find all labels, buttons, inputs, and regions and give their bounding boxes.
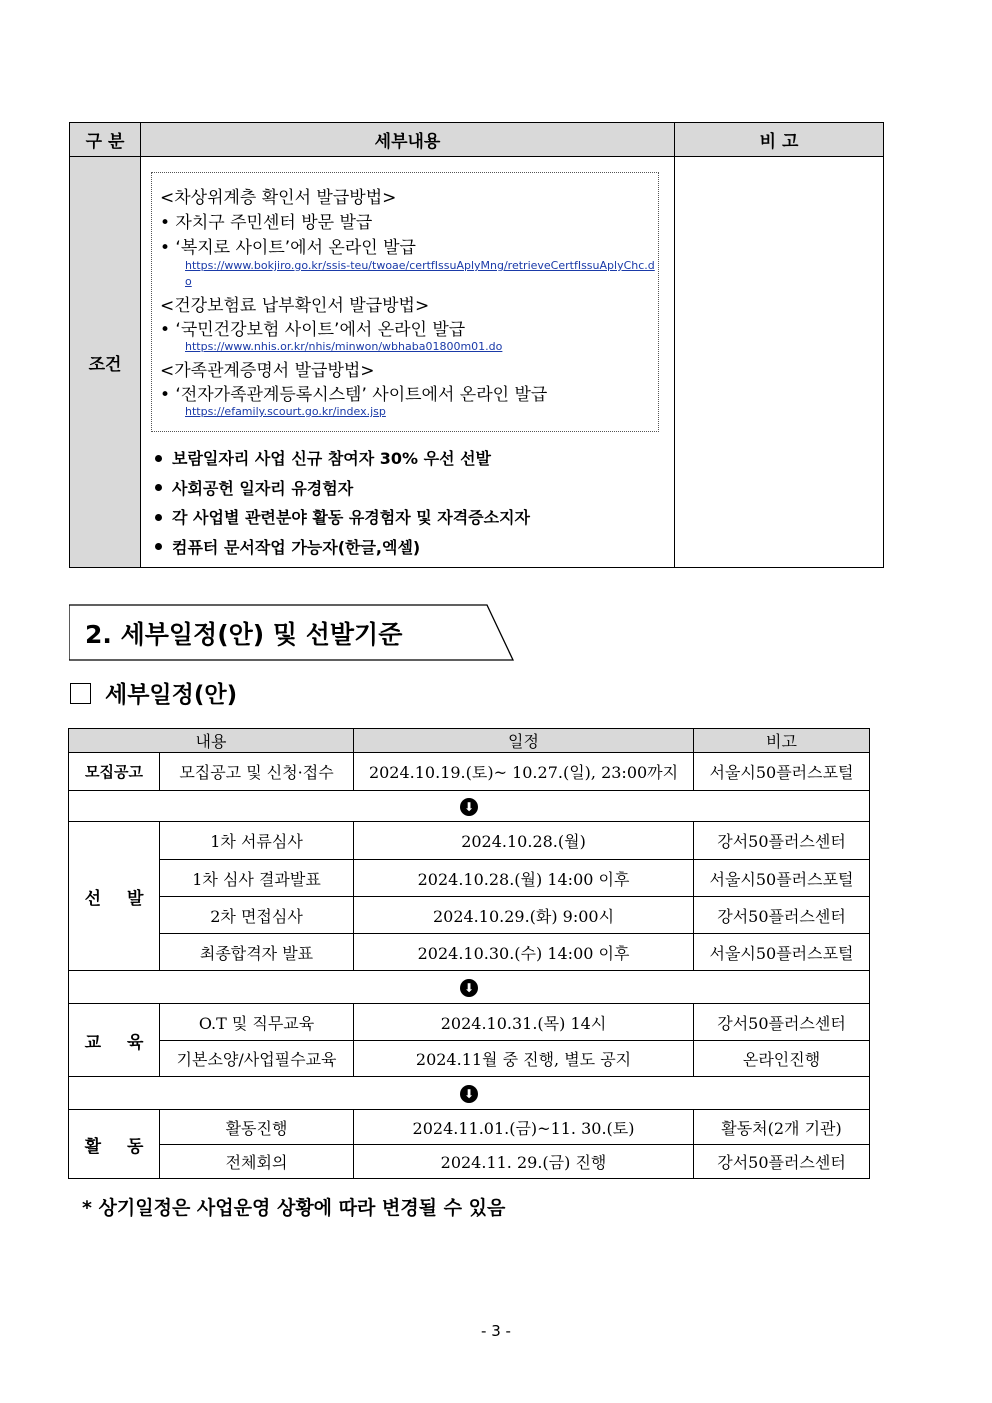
row-label-conditions: 조건 [70, 157, 141, 568]
condition-item: 보람일자리 사업 신규 참여자 30% 우선 선발 [153, 446, 530, 476]
heading-family-cert: <가족관계증명서 발급방법> [160, 361, 375, 381]
schedule-item: 전체회의 [160, 1145, 354, 1179]
header-category: 구 분 [70, 123, 141, 157]
condition-item: 사회공헌 일자리 유경험자 [153, 476, 530, 506]
bullet-icon [155, 455, 162, 462]
schedule-table [68, 728, 870, 1179]
schedule-note: 서울시50플러스포털 [694, 860, 870, 897]
checkbox-icon [70, 683, 91, 704]
conditions-content [141, 157, 675, 568]
group-activity: 활 동 [69, 1110, 160, 1179]
bullet-nhis: • ‘국민건강보험 사이트’에서 온라인 발급 [160, 320, 466, 340]
issuance-methods-box [151, 172, 659, 432]
arrow-row [69, 971, 870, 1004]
schedule-item: 기본소양/사업필수교육 [160, 1041, 354, 1077]
schedule-note: 온라인진행 [694, 1041, 870, 1077]
section-title: 2. 세부일정(안) 및 선발기준 [85, 620, 403, 649]
link-bokjiro[interactable]: https://www.bokjiro.go.kr/ssis-teu/twoae/certfIssuAplyMng/retrieveCertfIssuAplyChc.do [185, 259, 655, 288]
schedule-note: 강서50플러스센터 [694, 1004, 870, 1041]
conditions-table [69, 122, 884, 568]
link-efamily[interactable]: https://efamily.scourt.go.kr/index.jsp [185, 405, 386, 418]
arrow-row [69, 1077, 870, 1110]
schedule-date: 2024.10.19.(토)~ 10.27.(일), 23:00까지 [354, 753, 694, 791]
schedule-note: 강서50플러스센터 [694, 822, 870, 860]
footnote: * 상기일정은 사업운영 상황에 따라 변경될 수 있음 [82, 1197, 506, 1219]
schedule-item: 1차 서류심사 [160, 822, 354, 860]
schedule-note: 강서50플러스센터 [694, 1145, 870, 1179]
schedule-item: 최종합격자 발표 [160, 934, 354, 971]
bullet-icon [155, 543, 162, 550]
header-schedule: 일정 [354, 729, 694, 753]
schedule-item: 1차 심사 결과발표 [160, 860, 354, 897]
schedule-note: 활동처(2개 기관) [694, 1110, 870, 1145]
arrow-row [69, 791, 870, 822]
schedule-note: 서울시50플러스포털 [694, 934, 870, 971]
schedule-date: 2024.11월 중 진행, 별도 공지 [354, 1041, 694, 1077]
schedule-date: 2024.10.30.(수) 14:00 이후 [354, 934, 694, 971]
bullet-efamily: • ‘전자가족관계등록시스템’ 사이트에서 온라인 발급 [160, 385, 548, 405]
condition-item: 각 사업별 관련분야 활동 유경험자 및 자격증소지자 [153, 505, 530, 535]
schedule-date: 2024.10.29.(화) 9:00시 [354, 897, 694, 934]
schedule-date: 2024.11.01.(금)~11. 30.(토) [354, 1110, 694, 1145]
link-nhis[interactable]: https://www.nhis.or.kr/nhis/minwon/wbhaba01800m01.do [185, 340, 503, 353]
remarks-cell [675, 157, 884, 568]
bullet-community-center: • 자치구 주민센터 방문 발급 [160, 213, 373, 233]
group-recruit: 모집공고 [69, 753, 160, 791]
sub-title: 세부일정(안) [70, 676, 237, 709]
bullet-icon [155, 484, 162, 491]
bullet-bokjiro: • ‘복지로 사이트’에서 온라인 발급 [160, 238, 416, 258]
down-arrow-circle-icon: ⬇ [460, 979, 478, 997]
heading-low-income-cert: <차상위계층 확인서 발급방법> [160, 188, 397, 208]
schedule-note: 강서50플러스센터 [694, 897, 870, 934]
condition-bullets [153, 446, 530, 564]
header-content: 내용 [69, 729, 354, 753]
schedule-date: 2024.11. 29.(금) 진행 [354, 1145, 694, 1179]
group-education: 교 육 [69, 1004, 160, 1077]
schedule-date: 2024.10.28.(월) 14:00 이후 [354, 860, 694, 897]
down-arrow-circle-icon: ⬇ [460, 1085, 478, 1103]
schedule-item: 모집공고 및 신청·접수 [160, 753, 354, 791]
group-selection: 선 발 [69, 822, 160, 971]
header-details: 세부내용 [141, 123, 675, 157]
header-remarks: 비 고 [675, 123, 884, 157]
schedule-item: 활동진행 [160, 1110, 354, 1145]
schedule-item: 2차 면접심사 [160, 897, 354, 934]
heading-health-insurance-cert: <건강보험료 납부확인서 발급방법> [160, 296, 430, 316]
schedule-note: 서울시50플러스포털 [694, 753, 870, 791]
down-arrow-circle-icon: ⬇ [460, 798, 478, 816]
schedule-date: 2024.10.28.(월) [354, 822, 694, 860]
schedule-item: O.T 및 직무교육 [160, 1004, 354, 1041]
bullet-icon [155, 514, 162, 521]
schedule-date: 2024.10.31.(목) 14시 [354, 1004, 694, 1041]
condition-item: 컴퓨터 문서작업 가능자(한글,엑셀) [153, 535, 530, 565]
page-number: - 3 - [481, 1322, 511, 1340]
header-note: 비고 [694, 729, 870, 753]
